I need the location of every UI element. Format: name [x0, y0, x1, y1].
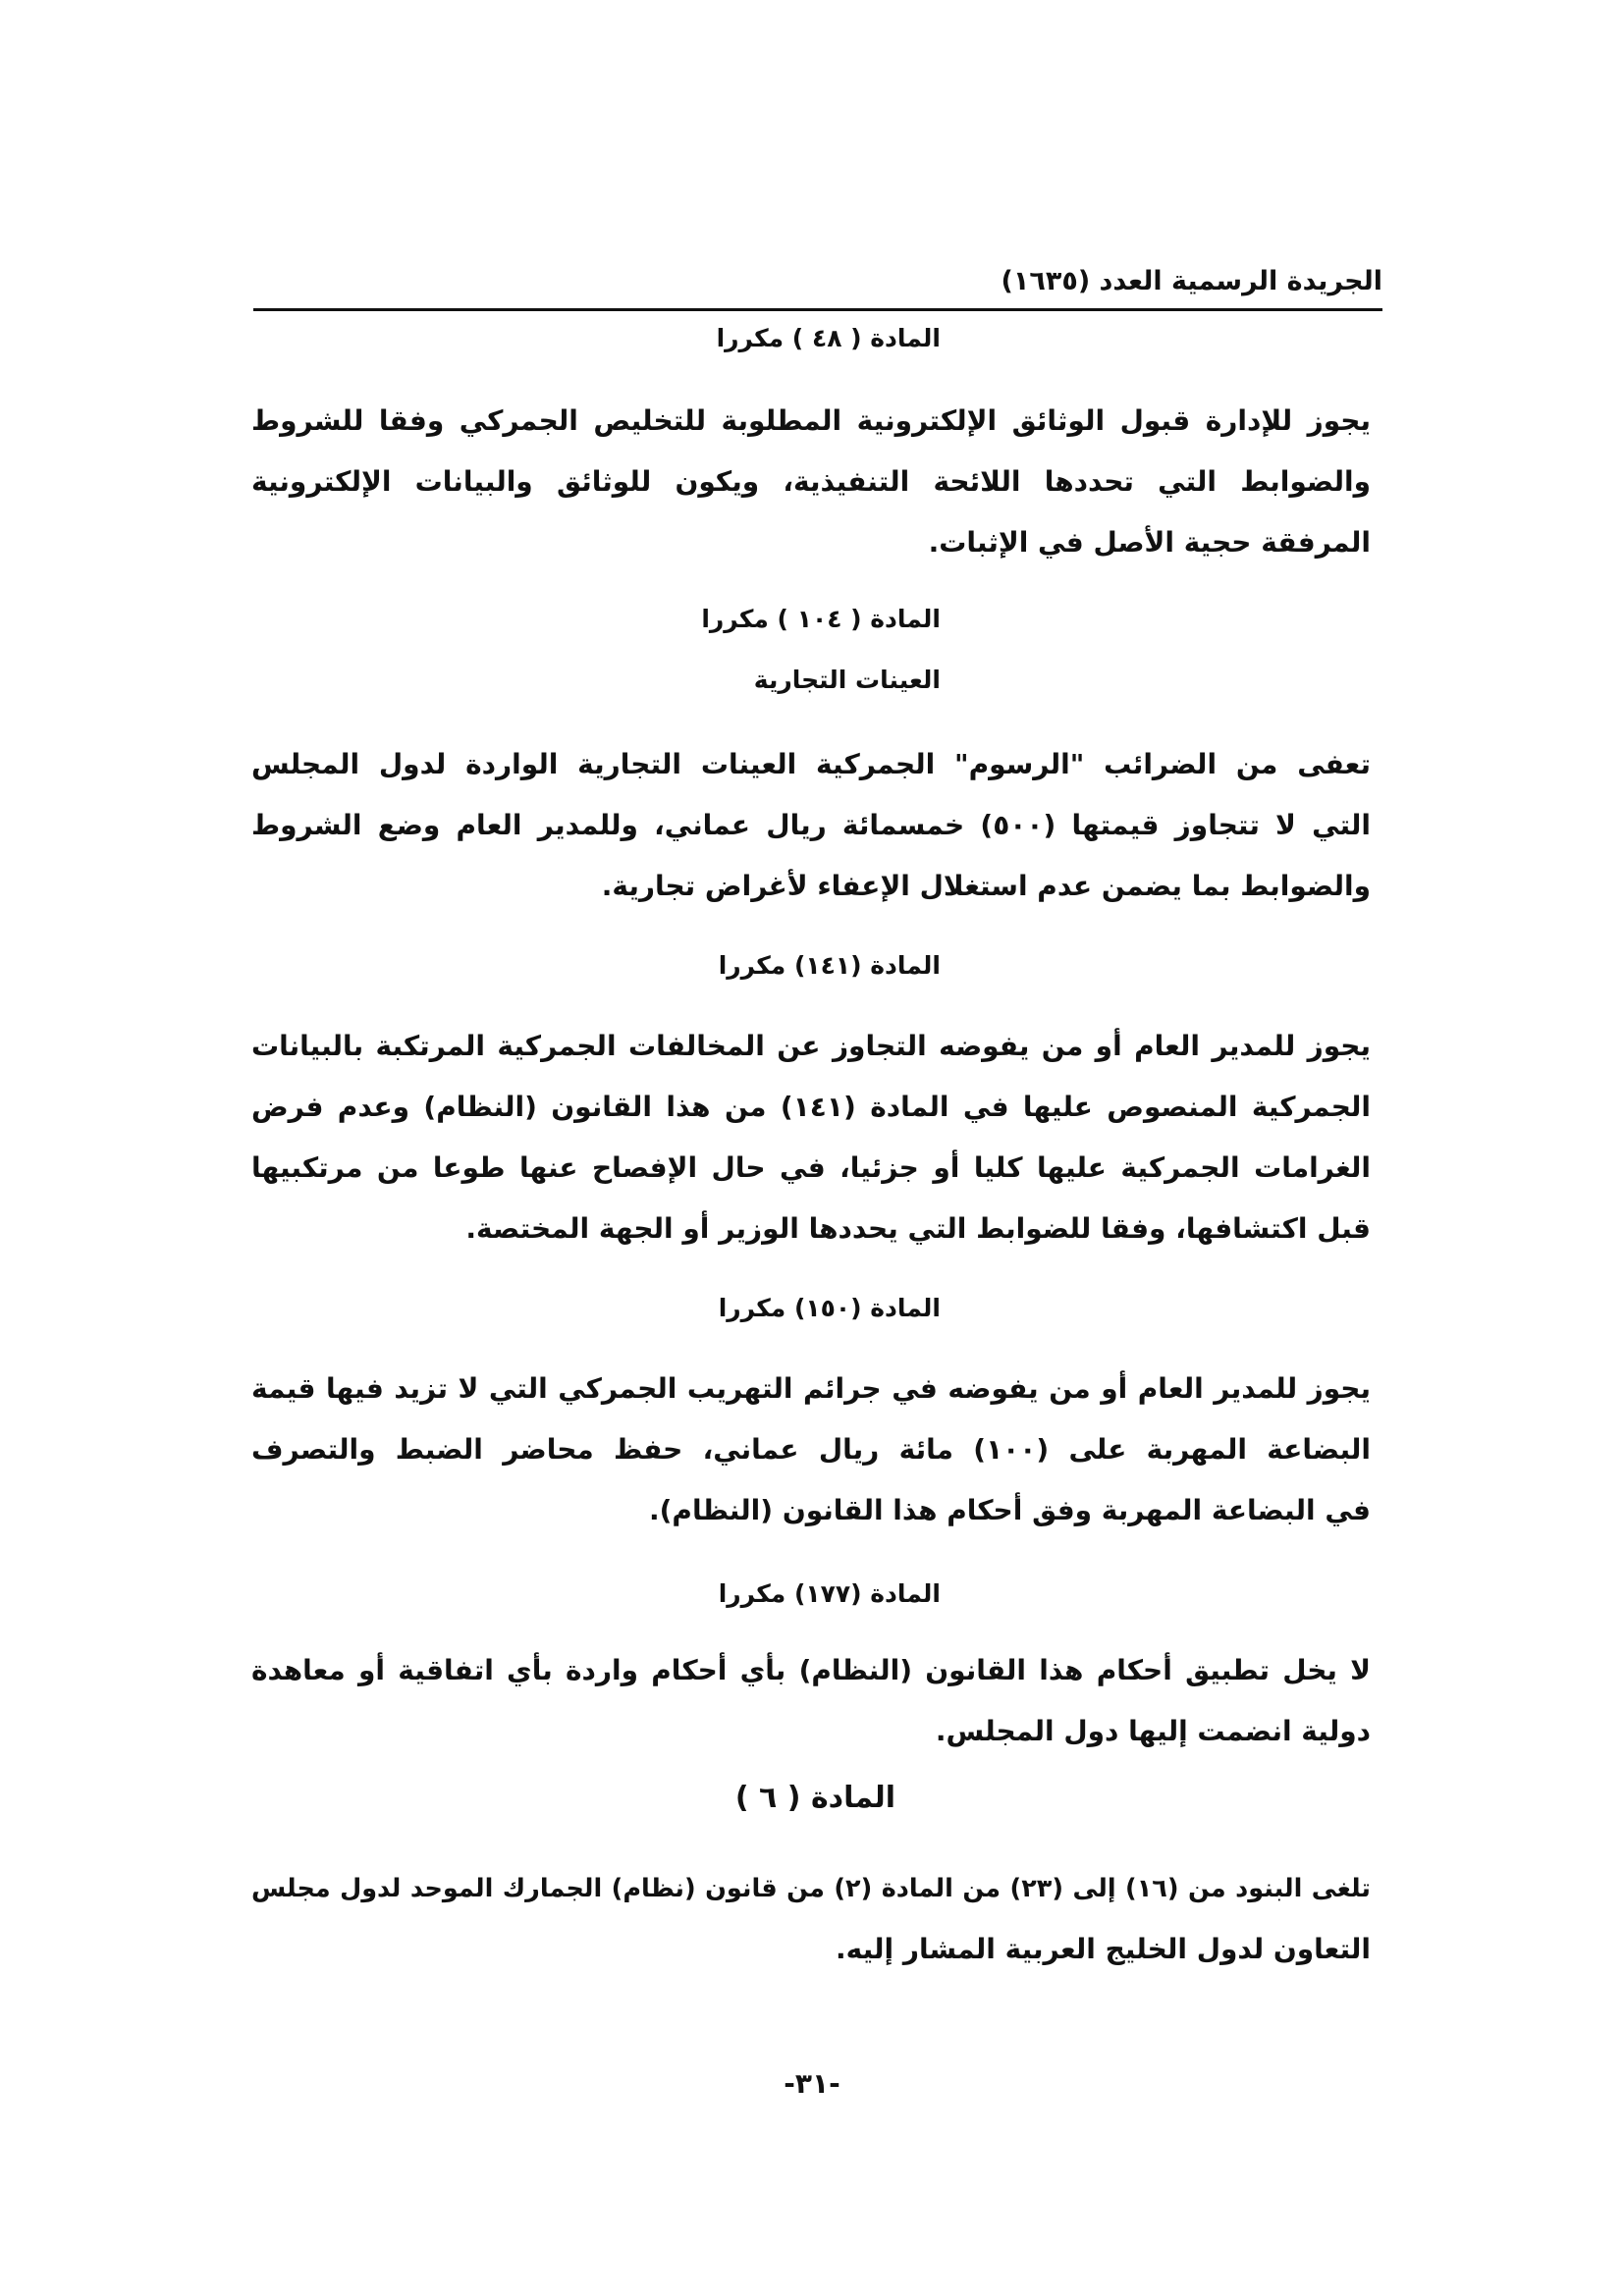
text-line: تلغى البنود من (١٦) إلى (٢٣) من المادة (٢) من قانون (نظام) الجمارك الموحد لدول مجلس	[251, 1874, 1371, 1903]
article-heading-main: المادة ( ٦ )	[734, 1781, 895, 1815]
article-text	[251, 1858, 1371, 1980]
text-line: البضاعة المهربة على (١٠٠) مائة ريال عماني، حفظ محاضر الضبط والتصرف	[251, 1433, 1371, 1466]
article-heading: المادة ( ١٠٤ ) مكررا	[701, 605, 941, 633]
text-line: لا يخل تطبيق أحكام هذا القانون (النظام) بأي أحكام واردة بأي اتفاقية أو معاهدة	[251, 1654, 1371, 1686]
text-line: التي لا تتجاوز قيمتها (٥٠٠) خمسمائة ريال عماني، وللمدير العام وضع الشروط	[251, 809, 1371, 841]
article-text	[251, 734, 1371, 917]
article-heading: المادة (١٤١) مكررا	[718, 951, 941, 980]
article-text	[251, 1016, 1371, 1259]
article-heading: المادة (١٥٠) مكررا	[718, 1294, 941, 1322]
gazette-title: الجريدة الرسمية العدد (١٦٣٥)	[1001, 266, 1382, 296]
text-line: والضوابط التي تحددها اللائحة التنفيذية، ويكون للوثائق والبيانات الإلكترونية	[251, 465, 1371, 498]
text-line: يجوز للمدير العام أو من يفوضه التجاوز عن المخالفات الجمركية المرتكبة بالبيانات	[251, 1030, 1371, 1062]
text-line: يجوز للمدير العام أو من يفوضه في جرائم التهريب الجمركي التي لا تزيد فيها قيمة	[251, 1372, 1371, 1405]
page-number: -٣١-	[784, 2067, 840, 2100]
text-line: والضوابط بما يضمن عدم استغلال الإعفاء لأغراض تجارية.	[601, 870, 1371, 902]
text-line: في البضاعة المهربة وفق أحكام هذا القانون (النظام).	[648, 1494, 1371, 1526]
article-heading: المادة ( ٤٨ ) مكررا	[716, 324, 941, 352]
text-line: الجمركية المنصوص عليها في المادة (١٤١) من هذا القانون (النظام) وعدم فرض	[251, 1091, 1371, 1123]
text-line: قبل اكتشافها، وفقا للضوابط التي يحددها الوزير أو الجهة المختصة.	[465, 1212, 1371, 1245]
article-text	[251, 391, 1371, 573]
article-text	[251, 1359, 1371, 1541]
article-heading: المادة (١٧٧) مكررا	[718, 1579, 941, 1608]
text-line: المرفقة حجية الأصل في الإثبات.	[928, 526, 1371, 559]
text-line: يجوز للإدارة قبول الوثائق الإلكترونية المطلوبة للتخليص الجمركي وفقا للشروط	[251, 404, 1371, 437]
text-line: تعفى من الضرائب "الرسوم" الجمركية العينات التجارية الواردة لدول المجلس	[251, 748, 1371, 780]
text-line: التعاون لدول الخليج العربية المشار إليه.	[835, 1933, 1371, 1965]
article-text	[251, 1640, 1371, 1762]
text-line: دولية انضمت إليها دول المجلس.	[935, 1715, 1371, 1747]
text-line: الغرامات الجمركية عليها كليا أو جزئيا، في حال الإفصاح عنها طوعا من مرتكبيها	[251, 1151, 1371, 1184]
article-subheading: العينات التجارية	[753, 666, 941, 694]
gazette-header	[253, 265, 1382, 311]
